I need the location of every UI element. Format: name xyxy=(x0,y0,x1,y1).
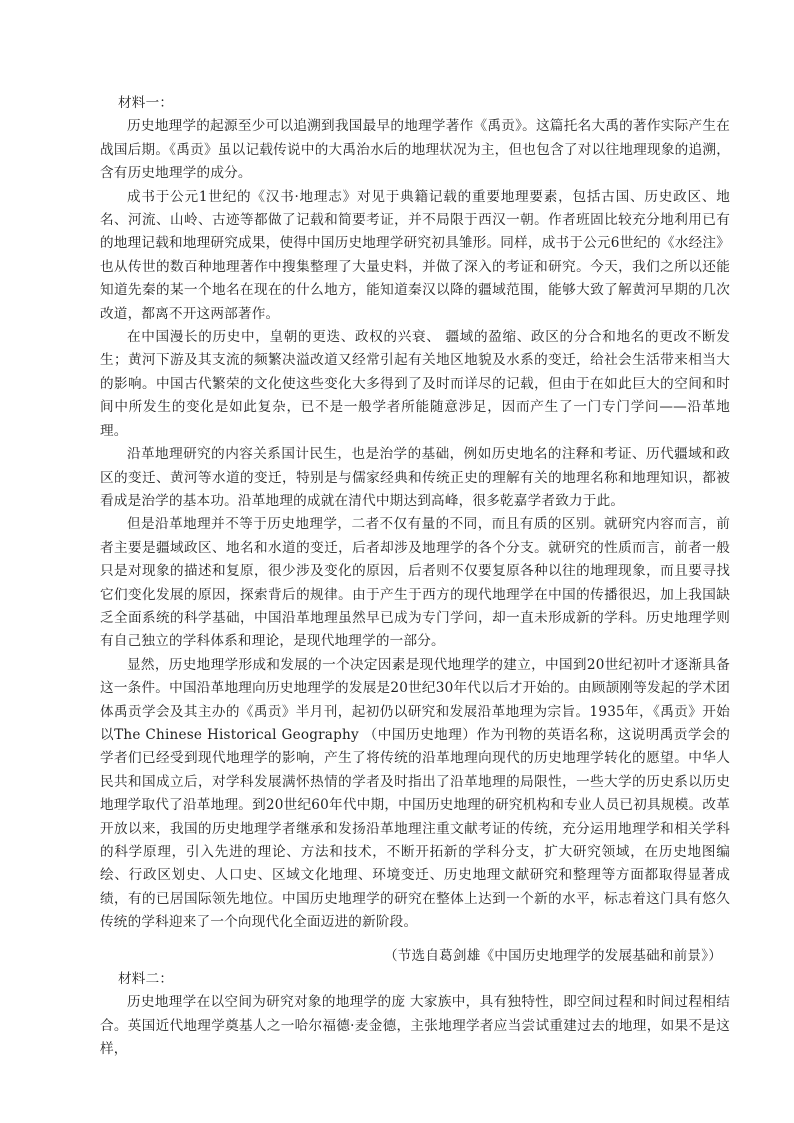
document-page xyxy=(100,92,730,1062)
material-1-heading: 材料一： xyxy=(118,95,174,111)
material-1-paragraph-2: 成书于公元1世纪的《汉书·地理志》对见于典籍记载的重要地理要素，包括古国、历史政区、地名、河流、山岭、古迹等都做了记载和简要考证，并不局限于西汉一朝。作者班固比较充分地利用已有的地理记载和地理研究成果，使得中国历史地理学研究初具雏形。同样，成书于公元6世纪的《水经注》也从传世的数百种地理著作中搜集整理了大量史料，并做了深入的考证和研究。今天，我们之所以还能知道先秦的某一个地名在现在的什么地方，能知道秦汉以降的疆域范围，能够大致了解黄河早期的几次改道，都离不开这两部著作。 xyxy=(100,188,730,322)
material-2-heading: 材料二： xyxy=(118,971,174,988)
material-1-citation: （节选自葛剑雄《中国历史地理学的发展基础和前景》） xyxy=(383,947,722,964)
material-1-paragraph-6: 显然，历史地理学形成和发展的一个决定因素是现代地理学的建立，中国到20世纪初叶才逐渐具备这一条件。中国沿革地理向历史地理学的发展是20世纪30年代以后才开始的。由顾颉刚等发起的学术团体禹贡学会及其主办的《禹贡》半月刊，起初仍以研究和发展沿革地理为宗旨。1935年，《禹贡》开始以The Chinese Historical Geography （中国历史地理）作为刊物的英语名称，这说明禹贡学会的学者们已经受到现代地理学的影响，产生了将传统的沿革地理向现代的历史地理学转化的愿望。中华人民共和国成立后，对学科发展满怀热情的学者及时指出了沿革地理的局限性，一些大学的历史系以历史地理学取代了沿革地理。到20世纪60年代中期，中国历史地理的研究机构和专业人员已初具规模。改革开放以来，我国的历史地理学者继承和发扬沿革地理注重文献考证的传统，充分运用地理学和相关学科的科学原理，引入先进的理论、方法和技术，不断开拓新的学科分支，扩大研究领域，在历史地图编绘、行政区划史、人口史、区域文化地理、环境变迁、历史地理文献研究和整理等方面都取得显著成绩，有的已居国际领先地位。中国历史地理学的研究在整体上达到一个新的水平，标志着这门具有悠久传统的学科迎来了一个向现代化全面迈进的新阶段。 xyxy=(100,656,730,931)
material-1-paragraph-4: 沿革地理研究的内容关系国计民生，也是治学的基础，例如历史地名的注释和考证、历代疆域和政区的变迁、黄河等水道的变迁，特别是与儒家经典和传统正史的理解有关的地理名称和地理知识，都被看成是治学的基本功。沿革地理的成就在清代中期达到高峰，很多乾嘉学者致力于此。 xyxy=(100,446,730,509)
material-1-paragraph-5: 但是沿革地理并不等于历史地理学，二者不仅有量的不同，而且有质的区别。就研究内容而言，前者主要是疆域政区、地名和水道的变迁，后者却涉及地理学的各个分支。就研究的性质而言，前者一般只是对现象的描述和复原，很少涉及变化的原因，后者则不仅要复原各种以往的地理现象，而且要寻找它们变化发展的原因，探索背后的规律。由于产生于西方的现代地理学在中国的传播很迟，加上我国缺乏全面系统的科学基础，中国沿革地理虽然早已成为专门学问，却一直未形成新的学科。历史地理学则有自己独立的学科体系和理论，是现代地理学的一部分。 xyxy=(100,516,730,650)
material-1-paragraph-3: 在中国漫长的历史中，皇朝的更迭、政权的兴衰、 疆域的盈缩、政区的分合和地名的更改不断发生；黄河下游及其支流的频繁决溢改道又经常引起有关地区地貌及水系的变迁，给社会生活带来相当大的影响。中国古代繁荣的文化使这些变化大多得到了及时而详尽的记载，但由于在如此巨大的空间和时间中所发生的变化是如此复杂，已不是一般学者所能随意涉足，因而产生了一门专门学问——沿革地理。 xyxy=(100,329,730,439)
material-1-paragraph-1: 历史地理学的起源至少可以追溯到我国最早的地理学著作《禹贡》。这篇托名大禹的著作实际产生在战国后期。《禹贡》虽以记载传说中的大禹治水后的地理状况为主，但也包含了对以往地理现象的追溯，含有历史地理学的成分。 xyxy=(100,118,730,182)
material-2-paragraph-1: 历史地理学在以空间为研究对象的地理学的庞 大家族中，具有独特性，即空间过程和时间过程相结合。英国近代地理学奠基人之一哈尔福德·麦金德，主张地理学者应当尝试重建过去的地理，如果不是这样， xyxy=(100,994,730,1058)
